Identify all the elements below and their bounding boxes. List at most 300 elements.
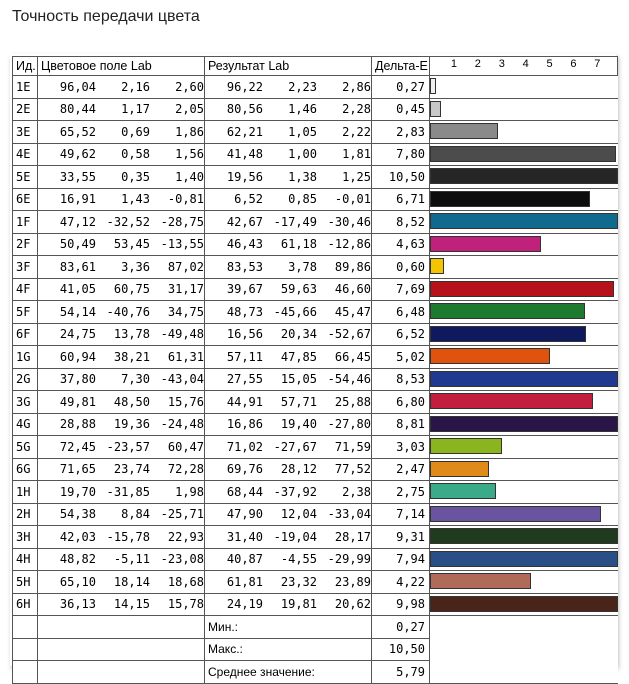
page-title: Точность передачи цвета bbox=[12, 8, 200, 25]
patch-id: 4H bbox=[13, 548, 38, 571]
field-lab-a: 19,36 bbox=[113, 417, 150, 432]
result-lab-a: 28,12 bbox=[280, 462, 317, 477]
field-lab-a: 18,14 bbox=[113, 574, 150, 589]
result-lab-l: 80,56 bbox=[226, 102, 263, 117]
delta-e-bar bbox=[430, 326, 586, 342]
field-lab-b: 60,47 bbox=[167, 439, 204, 454]
field-lab-a: 3,36 bbox=[121, 259, 150, 274]
patch-id: 4G bbox=[13, 413, 38, 436]
patch-id: 5G bbox=[13, 436, 38, 459]
result-lab-a: 2,23 bbox=[288, 79, 317, 94]
result-lab-a: 1,00 bbox=[288, 147, 317, 162]
result-lab-values bbox=[205, 188, 372, 211]
delta-e-bar-cell bbox=[430, 391, 618, 414]
delta-e-bar-cell bbox=[430, 301, 618, 324]
field-lab-l: 19,70 bbox=[59, 484, 96, 499]
patch-id: 1E bbox=[13, 76, 38, 99]
table-row bbox=[13, 593, 618, 616]
patch-id: 6F bbox=[13, 323, 38, 346]
result-lab-b: -29,99 bbox=[327, 552, 371, 567]
field-lab-l: 49,62 bbox=[59, 147, 96, 162]
delta-e-value: 8,52 bbox=[372, 211, 430, 234]
delta-e-bar bbox=[430, 191, 590, 207]
result-lab-l: 48,73 bbox=[226, 304, 263, 319]
delta-e-bar bbox=[430, 236, 541, 252]
result-lab-values bbox=[205, 436, 372, 459]
field-lab-l: 65,10 bbox=[59, 574, 96, 589]
result-lab-a: 19,81 bbox=[280, 597, 317, 612]
result-lab-a: 59,63 bbox=[280, 282, 317, 297]
field-lab-b: 2,60 bbox=[175, 79, 204, 94]
delta-e-value: 0,27 bbox=[372, 76, 430, 99]
header-result-lab: Результат Lab bbox=[205, 57, 372, 76]
field-lab-b: -49,48 bbox=[160, 327, 204, 342]
delta-e-bar-cell bbox=[430, 503, 618, 526]
patch-id: 2H bbox=[13, 503, 38, 526]
max-label: Макс.: bbox=[205, 638, 372, 661]
table-row bbox=[13, 188, 618, 211]
result-lab-b: 46,60 bbox=[334, 282, 371, 297]
field-lab-a: -23,57 bbox=[106, 439, 150, 454]
field-lab-b: 2,05 bbox=[175, 102, 204, 117]
field-lab-values bbox=[38, 121, 205, 144]
field-lab-b: -13,55 bbox=[160, 237, 204, 252]
field-lab-values bbox=[38, 188, 205, 211]
result-lab-l: 24,19 bbox=[226, 597, 263, 612]
result-lab-values bbox=[205, 121, 372, 144]
table-row bbox=[13, 278, 618, 301]
result-lab-b: 23,89 bbox=[334, 574, 371, 589]
delta-e-bar bbox=[430, 281, 614, 297]
delta-e-value: 6,80 bbox=[372, 391, 430, 414]
result-lab-a: 1,46 bbox=[288, 102, 317, 117]
field-lab-l: 50,49 bbox=[59, 237, 96, 252]
result-lab-b: -52,67 bbox=[327, 327, 371, 342]
delta-e-bar-cell bbox=[430, 233, 618, 256]
patch-id: 6E bbox=[13, 188, 38, 211]
delta-e-value: 10,50 bbox=[372, 166, 430, 189]
patch-id: 3E bbox=[13, 121, 38, 144]
result-lab-a: 47,85 bbox=[280, 349, 317, 364]
field-lab-b: -25,71 bbox=[160, 507, 204, 522]
result-lab-a: 3,78 bbox=[288, 259, 317, 274]
delta-e-bar-cell bbox=[430, 593, 618, 616]
field-lab-l: 71,65 bbox=[59, 462, 96, 477]
field-lab-l: 16,91 bbox=[59, 192, 96, 207]
delta-e-value: 8,53 bbox=[372, 368, 430, 391]
delta-e-value: 7,94 bbox=[372, 548, 430, 571]
result-lab-l: 62,21 bbox=[226, 124, 263, 139]
delta-e-value: 3,03 bbox=[372, 436, 430, 459]
field-lab-l: 33,55 bbox=[59, 169, 96, 184]
patch-id: 2G bbox=[13, 368, 38, 391]
x-tick-label: 4 bbox=[522, 58, 529, 70]
result-lab-a: 61,18 bbox=[280, 237, 317, 252]
result-lab-b: 25,88 bbox=[334, 394, 371, 409]
result-lab-values bbox=[205, 368, 372, 391]
delta-e-value: 0,60 bbox=[372, 256, 430, 279]
field-lab-a: 13,78 bbox=[113, 327, 150, 342]
field-lab-values bbox=[38, 481, 205, 504]
table-row bbox=[13, 413, 618, 436]
header-delta-e: Дельта-Е bbox=[372, 57, 430, 76]
max-value: 10,50 bbox=[372, 638, 430, 661]
delta-e-bar-cell bbox=[430, 526, 618, 549]
table-row bbox=[13, 346, 618, 369]
delta-e-bar bbox=[430, 483, 496, 499]
x-tick-label: 6 bbox=[570, 58, 577, 70]
result-lab-a: -45,66 bbox=[273, 304, 317, 319]
field-lab-values bbox=[38, 301, 205, 324]
average-label: Среднее значение: bbox=[205, 661, 372, 684]
result-lab-a: 15,05 bbox=[280, 372, 317, 387]
result-lab-l: 40,87 bbox=[226, 552, 263, 567]
color-accuracy-table bbox=[12, 56, 618, 684]
table-row bbox=[13, 503, 618, 526]
delta-e-bar-cell bbox=[430, 571, 618, 594]
field-lab-l: 83,61 bbox=[59, 259, 96, 274]
delta-e-bar-cell bbox=[430, 481, 618, 504]
result-lab-a: 20,34 bbox=[280, 327, 317, 342]
result-lab-b: 89,86 bbox=[334, 259, 371, 274]
table-row bbox=[13, 76, 618, 99]
delta-e-bar-cell bbox=[430, 98, 618, 121]
delta-e-value: 6,71 bbox=[372, 188, 430, 211]
result-lab-values bbox=[205, 143, 372, 166]
delta-e-bar-cell bbox=[430, 458, 618, 481]
field-lab-b: -0,81 bbox=[167, 192, 204, 207]
result-lab-a: 12,04 bbox=[280, 507, 317, 522]
result-lab-values bbox=[205, 413, 372, 436]
delta-e-bar bbox=[430, 258, 444, 274]
result-lab-l: 46,43 bbox=[226, 237, 263, 252]
delta-e-bar bbox=[430, 213, 618, 229]
field-lab-b: -24,48 bbox=[160, 417, 204, 432]
delta-e-bar bbox=[430, 573, 531, 589]
field-lab-a: 0,58 bbox=[121, 147, 150, 162]
result-lab-a: 0,85 bbox=[288, 192, 317, 207]
table-row bbox=[13, 301, 618, 324]
result-lab-values bbox=[205, 346, 372, 369]
delta-e-bar-cell bbox=[430, 436, 618, 459]
result-lab-values bbox=[205, 593, 372, 616]
result-lab-l: 83,53 bbox=[226, 259, 263, 274]
result-lab-b: 2,22 bbox=[342, 124, 371, 139]
field-lab-b: 1,98 bbox=[175, 484, 204, 499]
patch-id: 1H bbox=[13, 481, 38, 504]
result-lab-a: -37,92 bbox=[273, 484, 317, 499]
delta-e-bar bbox=[430, 101, 441, 117]
delta-e-bar bbox=[430, 348, 550, 364]
field-lab-l: 41,05 bbox=[59, 282, 96, 297]
table-row bbox=[13, 548, 618, 571]
table-row bbox=[13, 233, 618, 256]
field-lab-b: 1,86 bbox=[175, 124, 204, 139]
delta-e-value: 8,81 bbox=[372, 413, 430, 436]
delta-e-bar bbox=[430, 146, 616, 162]
result-lab-a: 19,40 bbox=[280, 417, 317, 432]
field-lab-values bbox=[38, 233, 205, 256]
delta-e-bar bbox=[430, 506, 601, 522]
patch-id: 6H bbox=[13, 593, 38, 616]
x-tick-label: 1 bbox=[450, 58, 458, 70]
field-lab-l: 37,80 bbox=[59, 372, 96, 387]
result-lab-l: 19,56 bbox=[226, 169, 263, 184]
field-lab-b: 22,93 bbox=[167, 529, 204, 544]
result-lab-values bbox=[205, 76, 372, 99]
field-lab-values bbox=[38, 98, 205, 121]
average-value: 5,79 bbox=[372, 661, 430, 684]
delta-e-value: 7,69 bbox=[372, 278, 430, 301]
field-lab-l: 47,12 bbox=[59, 214, 96, 229]
patch-id: 2F bbox=[13, 233, 38, 256]
result-lab-values bbox=[205, 233, 372, 256]
result-lab-a: -19,04 bbox=[273, 529, 317, 544]
field-lab-l: 54,14 bbox=[59, 304, 96, 319]
result-lab-l: 57,11 bbox=[226, 349, 263, 364]
result-lab-a: 1,38 bbox=[288, 169, 317, 184]
field-lab-values bbox=[38, 278, 205, 301]
field-lab-l: 28,88 bbox=[59, 417, 96, 432]
result-lab-l: 16,56 bbox=[226, 327, 263, 342]
result-lab-values bbox=[205, 526, 372, 549]
delta-e-bar bbox=[430, 596, 618, 612]
table-row bbox=[13, 143, 618, 166]
delta-e-value: 9,31 bbox=[372, 526, 430, 549]
patch-id: 5H bbox=[13, 571, 38, 594]
field-lab-values bbox=[38, 256, 205, 279]
delta-e-bar bbox=[430, 371, 618, 387]
result-lab-l: 16,86 bbox=[226, 417, 263, 432]
field-lab-b: 31,17 bbox=[167, 282, 204, 297]
table-row bbox=[13, 323, 618, 346]
field-lab-values bbox=[38, 211, 205, 234]
field-lab-values bbox=[38, 548, 205, 571]
delta-e-bar bbox=[430, 416, 618, 432]
field-lab-a: 7,30 bbox=[121, 372, 150, 387]
patch-id: 5E bbox=[13, 166, 38, 189]
result-lab-a: 23,32 bbox=[280, 574, 317, 589]
result-lab-b: -27,80 bbox=[327, 417, 371, 432]
field-lab-a: 0,35 bbox=[121, 169, 150, 184]
delta-e-bar-cell bbox=[430, 76, 618, 99]
field-lab-values bbox=[38, 346, 205, 369]
table-row bbox=[13, 98, 618, 121]
delta-e-bar-cell bbox=[430, 413, 618, 436]
result-lab-l: 47,90 bbox=[226, 507, 263, 522]
field-lab-a: 60,75 bbox=[113, 282, 150, 297]
patch-id: 3F bbox=[13, 256, 38, 279]
field-lab-values bbox=[38, 391, 205, 414]
delta-e-bar-cell bbox=[430, 548, 618, 571]
result-lab-values bbox=[205, 211, 372, 234]
result-lab-a: -27,67 bbox=[273, 439, 317, 454]
delta-e-bar-cell bbox=[430, 323, 618, 346]
result-lab-b: 45,47 bbox=[334, 304, 371, 319]
field-lab-b: -23,08 bbox=[160, 552, 204, 567]
delta-e-bar-cell bbox=[430, 211, 618, 234]
field-lab-b: 87,02 bbox=[167, 259, 204, 274]
field-lab-a: -15,78 bbox=[106, 529, 150, 544]
delta-e-value: 2,47 bbox=[372, 458, 430, 481]
result-lab-l: 31,40 bbox=[226, 529, 263, 544]
delta-e-value: 9,98 bbox=[372, 593, 430, 616]
delta-e-value: 2,75 bbox=[372, 481, 430, 504]
delta-e-value: 7,14 bbox=[372, 503, 430, 526]
result-lab-l: 42,67 bbox=[226, 214, 263, 229]
field-lab-values bbox=[38, 368, 205, 391]
field-lab-values bbox=[38, 436, 205, 459]
field-lab-a: -40,76 bbox=[106, 304, 150, 319]
delta-e-value: 2,83 bbox=[372, 121, 430, 144]
field-lab-b: -43,04 bbox=[160, 372, 204, 387]
result-lab-b: 2,86 bbox=[342, 79, 371, 94]
min-label: Мин.: bbox=[205, 616, 372, 639]
result-lab-b: 20,62 bbox=[334, 597, 371, 612]
field-lab-l: 54,38 bbox=[59, 507, 96, 522]
delta-e-bar-cell bbox=[430, 256, 618, 279]
x-tick-label: 2 bbox=[474, 58, 481, 70]
result-lab-values bbox=[205, 98, 372, 121]
delta-e-bar-cell bbox=[430, 278, 618, 301]
result-lab-b: 66,45 bbox=[334, 349, 371, 364]
field-lab-values bbox=[38, 323, 205, 346]
field-lab-a: 53,45 bbox=[113, 237, 150, 252]
result-lab-b: 1,81 bbox=[342, 147, 371, 162]
result-lab-a: -17,49 bbox=[273, 214, 317, 229]
result-lab-values bbox=[205, 278, 372, 301]
delta-e-bar-cell bbox=[430, 121, 618, 144]
field-lab-a: 38,21 bbox=[113, 349, 150, 364]
result-lab-values bbox=[205, 548, 372, 571]
delta-e-value: 0,45 bbox=[372, 98, 430, 121]
result-lab-b: -54,46 bbox=[327, 372, 371, 387]
result-lab-values bbox=[205, 391, 372, 414]
field-lab-a: 8,84 bbox=[121, 507, 150, 522]
result-lab-b: -12,86 bbox=[327, 237, 371, 252]
patch-id: 4F bbox=[13, 278, 38, 301]
field-lab-a: 1,17 bbox=[121, 102, 150, 117]
delta-e-value: 4,22 bbox=[372, 571, 430, 594]
field-lab-b: 15,78 bbox=[167, 597, 204, 612]
x-tick-label: 7 bbox=[594, 58, 601, 70]
field-lab-l: 42,03 bbox=[59, 529, 96, 544]
delta-e-bar bbox=[430, 551, 618, 567]
field-lab-l: 48,82 bbox=[59, 552, 96, 567]
delta-e-bar-cell bbox=[430, 143, 618, 166]
field-lab-a: 48,50 bbox=[113, 394, 150, 409]
field-lab-a: 1,43 bbox=[121, 192, 150, 207]
patch-id: 4E bbox=[13, 143, 38, 166]
result-lab-b: 28,17 bbox=[334, 529, 371, 544]
delta-e-bar-cell bbox=[430, 188, 618, 211]
field-lab-values bbox=[38, 166, 205, 189]
field-lab-a: 23,74 bbox=[113, 462, 150, 477]
delta-e-bar-cell bbox=[430, 368, 618, 391]
result-lab-l: 41,48 bbox=[226, 147, 263, 162]
result-lab-a: -4,55 bbox=[280, 552, 317, 567]
table-row bbox=[13, 436, 618, 459]
field-lab-l: 80,44 bbox=[59, 102, 96, 117]
delta-e-value: 6,48 bbox=[372, 301, 430, 324]
field-lab-b: 34,75 bbox=[167, 304, 204, 319]
result-lab-a: 1,05 bbox=[288, 124, 317, 139]
patch-id: 3H bbox=[13, 526, 38, 549]
patch-id: 1F bbox=[13, 211, 38, 234]
delta-e-bar bbox=[430, 303, 585, 319]
result-lab-b: 71,59 bbox=[334, 439, 371, 454]
result-lab-values bbox=[205, 503, 372, 526]
delta-e-bar bbox=[430, 78, 436, 94]
field-lab-values bbox=[38, 571, 205, 594]
field-lab-l: 60,94 bbox=[59, 349, 96, 364]
field-lab-values bbox=[38, 593, 205, 616]
patch-id: 5F bbox=[13, 301, 38, 324]
table-row bbox=[13, 368, 618, 391]
field-lab-a: -5,11 bbox=[113, 552, 150, 567]
field-lab-values bbox=[38, 143, 205, 166]
field-lab-l: 72,45 bbox=[59, 439, 96, 454]
result-lab-b: -33,04 bbox=[327, 507, 371, 522]
delta-e-value: 4,63 bbox=[372, 233, 430, 256]
patch-id: 1G bbox=[13, 346, 38, 369]
field-lab-a: -32,52 bbox=[106, 214, 150, 229]
delta-e-value: 5,02 bbox=[372, 346, 430, 369]
field-lab-b: 15,76 bbox=[167, 394, 204, 409]
table-row bbox=[13, 481, 618, 504]
result-lab-b: -30,46 bbox=[327, 214, 371, 229]
delta-e-value: 7,80 bbox=[372, 143, 430, 166]
result-lab-values bbox=[205, 481, 372, 504]
result-lab-values bbox=[205, 256, 372, 279]
result-lab-a: 57,71 bbox=[280, 394, 317, 409]
delta-e-bar bbox=[430, 123, 498, 139]
delta-e-value: 6,52 bbox=[372, 323, 430, 346]
result-lab-b: 1,25 bbox=[342, 169, 371, 184]
field-lab-b: 1,40 bbox=[175, 169, 204, 184]
delta-e-bar bbox=[430, 393, 593, 409]
field-lab-l: 49,81 bbox=[59, 394, 96, 409]
field-lab-l: 24,75 bbox=[59, 327, 96, 342]
delta-e-bar-cell bbox=[430, 346, 618, 369]
result-lab-l: 6,52 bbox=[234, 192, 263, 207]
field-lab-values bbox=[38, 76, 205, 99]
field-lab-values bbox=[38, 526, 205, 549]
patch-id: 6G bbox=[13, 458, 38, 481]
x-tick-label: 5 bbox=[546, 58, 553, 70]
result-lab-l: 68,44 bbox=[226, 484, 263, 499]
delta-e-bar bbox=[430, 168, 618, 184]
field-lab-b: 1,56 bbox=[175, 147, 204, 162]
x-tick-label: 3 bbox=[498, 58, 505, 70]
field-lab-l: 36,13 bbox=[59, 597, 96, 612]
field-lab-b: 18,68 bbox=[167, 574, 204, 589]
table-row bbox=[13, 526, 618, 549]
table-row bbox=[13, 166, 618, 189]
result-lab-l: 96,22 bbox=[226, 79, 263, 94]
field-lab-b: 61,31 bbox=[167, 349, 204, 364]
result-lab-b: 77,52 bbox=[334, 462, 371, 477]
delta-e-bar bbox=[430, 461, 489, 477]
result-lab-l: 27,55 bbox=[226, 372, 263, 387]
delta-e-bar bbox=[430, 528, 618, 544]
result-lab-l: 71,02 bbox=[226, 439, 263, 454]
result-lab-l: 44,91 bbox=[226, 394, 263, 409]
table-row bbox=[13, 256, 618, 279]
field-lab-b: -28,75 bbox=[160, 214, 204, 229]
field-lab-b: 72,28 bbox=[167, 462, 204, 477]
field-lab-l: 65,52 bbox=[59, 124, 96, 139]
